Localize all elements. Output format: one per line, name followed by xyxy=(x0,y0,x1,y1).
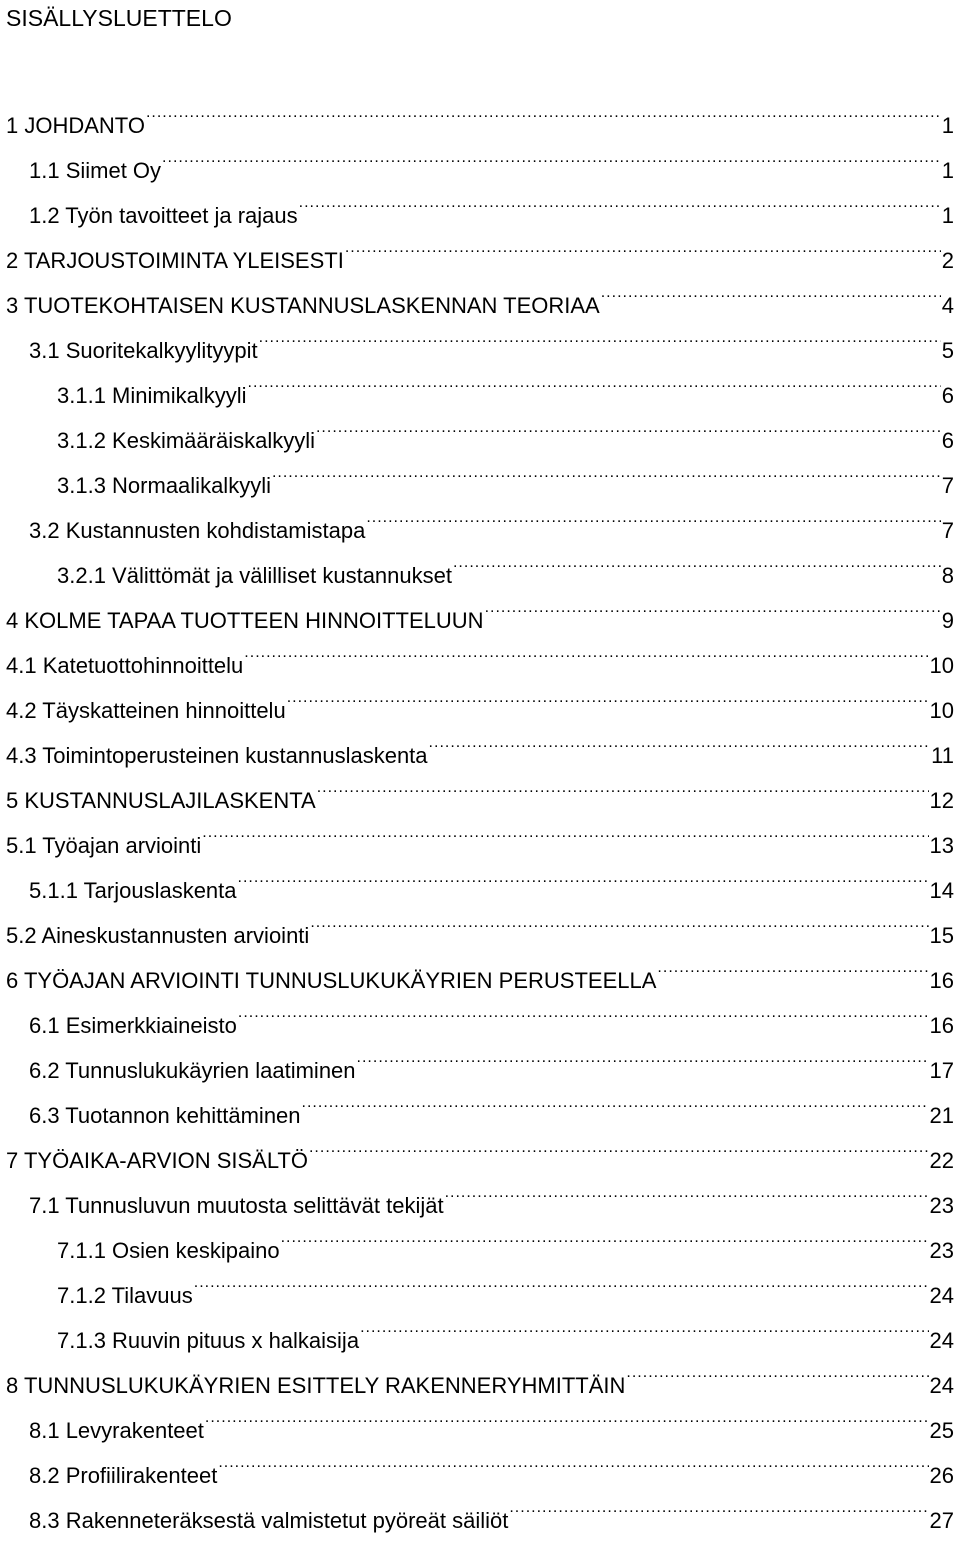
dot-leader xyxy=(146,88,941,133)
dot-leader xyxy=(309,1123,929,1168)
toc-entry-text: 3.1.3 Normaalikalkyyli xyxy=(57,473,271,498)
toc-entry[interactable] xyxy=(0,88,960,138)
dot-leader xyxy=(238,853,929,898)
toc-entry-page-number: 5 xyxy=(941,338,954,363)
toc-entry-text: 8.3 Rakenneteräksestä valmistetut pyöreät säiliöt xyxy=(29,1508,509,1533)
dot-leader xyxy=(657,943,928,988)
toc-entry-text: 3.2 Kustannusten kohdistamistapa xyxy=(29,518,366,543)
toc-entry-text: 7.1.3 Ruuvin pituus x halkaisija xyxy=(57,1328,360,1353)
toc-entry-text: 4 KOLME TAPAA TUOTTEEN HINNOITTELUUN xyxy=(6,608,484,633)
toc-entry-text: 3.2.1 Välittömät ja välilliset kustannukset xyxy=(57,563,452,588)
toc-entry[interactable] xyxy=(0,1258,960,1308)
toc-entry[interactable] xyxy=(0,898,960,948)
toc-entry-text: 7 TYÖAIKA-ARVION SISÄLTÖ xyxy=(6,1148,308,1173)
toc-entry-page-number: 23 xyxy=(929,1238,954,1263)
toc-entry-page-number: 12 xyxy=(929,788,954,813)
toc-entry[interactable] xyxy=(0,988,960,1038)
dot-leader xyxy=(162,133,941,178)
dot-leader xyxy=(509,1483,928,1528)
toc-entry-text: 8.2 Profiilirakenteet xyxy=(29,1463,218,1488)
toc-entry[interactable] xyxy=(0,178,960,228)
dot-leader xyxy=(194,1258,929,1303)
toc-entry[interactable] xyxy=(0,628,960,678)
dot-leader xyxy=(445,1168,929,1213)
toc-entry-page-number: 4 xyxy=(941,293,954,318)
toc-entry[interactable] xyxy=(0,448,960,498)
toc-entry[interactable] xyxy=(0,1348,960,1398)
toc-entry[interactable] xyxy=(0,673,960,723)
toc-entry-text: 4.2 Täyskatteinen hinnoittelu xyxy=(6,698,286,723)
dot-leader xyxy=(601,268,941,313)
dot-leader xyxy=(218,1438,928,1483)
toc-entry-text: 1.2 Työn tavoitteet ja rajaus xyxy=(29,203,298,228)
toc-entry-text: 7.1 Tunnusluvun muutosta selittävät tekijät xyxy=(29,1193,444,1218)
toc-entry-page-number: 24 xyxy=(929,1283,954,1308)
toc-entry[interactable] xyxy=(0,1393,960,1443)
dot-leader xyxy=(272,448,941,493)
dot-leader xyxy=(205,1393,929,1438)
toc-entry-text: 8 TUNNUSLUKUKÄYRIEN ESITTELY RAKENNERYHMITTÄIN xyxy=(6,1373,626,1398)
toc-entry[interactable] xyxy=(0,1033,960,1083)
toc-entry-page-number: 7 xyxy=(941,473,954,498)
toc-entry-page-number: 16 xyxy=(929,968,954,993)
toc-entry[interactable] xyxy=(0,493,960,543)
dot-leader xyxy=(299,178,941,223)
dot-leader xyxy=(366,493,940,538)
toc-entry[interactable] xyxy=(0,403,960,453)
toc-entry-page-number: 1 xyxy=(941,158,954,183)
toc-entry-page-number: 14 xyxy=(929,878,954,903)
toc-entry-page-number: 11 xyxy=(931,743,954,768)
toc-title: SISÄLLYSLUETTELO xyxy=(6,5,232,31)
toc-entry-page-number: 9 xyxy=(941,608,954,633)
toc-entry-text: 2 TARJOUSTOIMINTA YLEISESTI xyxy=(6,248,344,273)
toc-entry[interactable] xyxy=(0,853,960,903)
toc-entry-page-number: 7 xyxy=(941,518,954,543)
toc-entry-text: 1.1 Siimet Oy xyxy=(29,158,162,183)
toc-entry-page-number: 22 xyxy=(929,1148,954,1173)
toc-entry-page-number: 26 xyxy=(929,1463,954,1488)
toc-entry[interactable] xyxy=(0,1303,960,1353)
toc-entry-page-number: 27 xyxy=(929,1508,954,1533)
toc-entry-text: 3.1.2 Keskimääräiskalkyyli xyxy=(57,428,315,453)
toc-entry-page-number: 25 xyxy=(929,1418,954,1443)
toc-entry[interactable] xyxy=(0,313,960,363)
toc-entry[interactable] xyxy=(0,808,960,858)
toc-entry[interactable] xyxy=(0,763,960,813)
toc-entry[interactable] xyxy=(0,268,960,318)
toc-entry-text: 4.3 Toimintoperusteinen kustannuslaskenta xyxy=(6,743,428,768)
dot-leader xyxy=(281,1213,929,1258)
toc-entry[interactable] xyxy=(0,133,960,183)
toc-entry-text: 7.1.2 Tilavuus xyxy=(57,1283,193,1308)
toc-entry-text: 4.1 Katetuottohinnoittelu xyxy=(6,653,244,678)
toc-entry-text: 5 KUSTANNUSLAJILASKENTA xyxy=(6,788,316,813)
toc-entry-text: 5.1.1 Tarjouslaskenta xyxy=(29,878,237,903)
toc-entry[interactable] xyxy=(0,538,960,588)
dot-leader xyxy=(244,628,928,673)
toc-entry-page-number: 8 xyxy=(941,563,954,588)
toc-entry-page-number: 1 xyxy=(941,203,954,228)
toc-entry-page-number: 24 xyxy=(929,1373,954,1398)
toc-entry-text: 3.1 Suoritekalkyylityypit xyxy=(29,338,258,363)
dot-leader xyxy=(302,1078,929,1123)
dot-leader xyxy=(429,718,931,763)
toc-entry-text: 3 TUOTEKOHTAISEN KUSTANNUSLASKENNAN TEORIAA xyxy=(6,293,600,318)
dot-leader xyxy=(248,358,941,403)
toc-entry[interactable] xyxy=(0,1078,960,1128)
toc-entry-text: 7.1.1 Osien keskipaino xyxy=(57,1238,280,1263)
dot-leader xyxy=(357,1033,929,1078)
dot-leader xyxy=(626,1348,928,1393)
toc-entry-page-number: 23 xyxy=(929,1193,954,1218)
toc-entry-page-number: 15 xyxy=(929,923,954,948)
dot-leader xyxy=(202,808,928,853)
toc-entry[interactable] xyxy=(0,223,960,273)
toc-entry-page-number: 16 xyxy=(929,1013,954,1038)
toc-entry-page-number: 21 xyxy=(929,1103,954,1128)
toc-entry[interactable] xyxy=(0,718,960,768)
toc-entry-page-number: 24 xyxy=(929,1328,954,1353)
toc-entry[interactable] xyxy=(0,1123,960,1173)
toc-entry[interactable] xyxy=(0,1213,960,1263)
toc-entry-page-number: 10 xyxy=(929,698,954,723)
toc-entry-page-number: 10 xyxy=(929,653,954,678)
toc-entry[interactable] xyxy=(0,583,960,633)
dot-leader xyxy=(287,673,929,718)
toc-entry[interactable] xyxy=(0,358,960,408)
dot-leader xyxy=(317,763,929,808)
dot-leader xyxy=(345,223,941,268)
dot-leader xyxy=(259,313,941,358)
dot-leader xyxy=(238,988,929,1033)
toc-entry-page-number: 6 xyxy=(941,383,954,408)
toc-entry-text: 1 JOHDANTO xyxy=(6,113,145,138)
dot-leader xyxy=(310,898,928,943)
toc-entry-page-number: 1 xyxy=(941,113,954,138)
toc-entry-page-number: 17 xyxy=(929,1058,954,1083)
toc-entry-text: 8.1 Levyrakenteet xyxy=(29,1418,204,1443)
toc-entry[interactable] xyxy=(0,943,960,993)
toc-entry-page-number: 6 xyxy=(941,428,954,453)
toc-entry-text: 6.1 Esimerkkiaineisto xyxy=(29,1013,237,1038)
toc-entry-text: 6.2 Tunnuslukukäyrien laatiminen xyxy=(29,1058,356,1083)
toc-entry-text: 5.2 Aineskustannusten arviointi xyxy=(6,923,310,948)
dot-leader xyxy=(316,403,941,448)
dot-leader xyxy=(360,1303,928,1348)
dot-leader xyxy=(453,538,941,583)
toc-entry-page-number: 13 xyxy=(929,833,954,858)
toc-entry-page-number: 2 xyxy=(941,248,954,273)
toc-entry[interactable] xyxy=(0,1483,960,1533)
dot-leader xyxy=(485,583,941,628)
toc-entry-text: 6.3 Tuotannon kehittäminen xyxy=(29,1103,301,1128)
toc-entry-text: 3.1.1 Minimikalkyyli xyxy=(57,383,247,408)
toc-list xyxy=(0,88,960,1533)
toc-entry-text: 5.1 Työajan arviointi xyxy=(6,833,202,858)
toc-entry[interactable] xyxy=(0,1168,960,1218)
toc-entry-text: 6 TYÖAJAN ARVIOINTI TUNNUSLUKUKÄYRIEN PERUSTEELLA xyxy=(6,968,657,993)
toc-entry[interactable] xyxy=(0,1438,960,1488)
